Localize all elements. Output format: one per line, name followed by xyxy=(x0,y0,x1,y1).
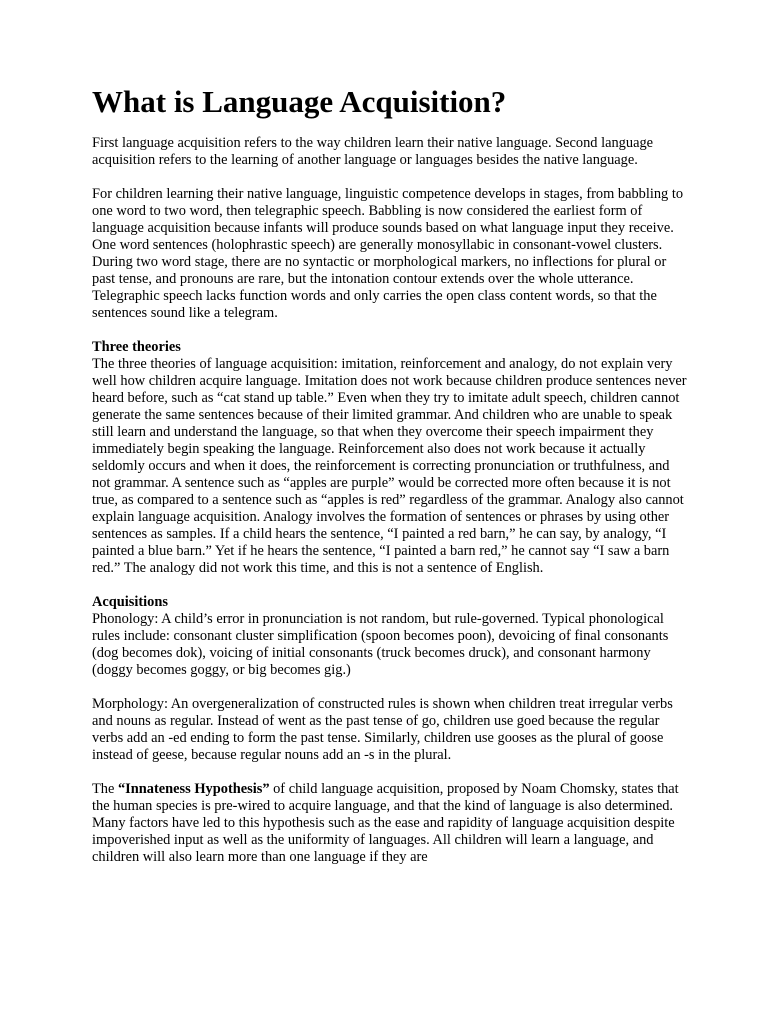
section-heading-acquisitions: Acquisitions xyxy=(92,594,168,610)
paragraph-morphology: Morphology: An overgeneralization of constructed rules is shown when children treat irregular verbs and nouns as regular. Instead of went as the past tense of go, children use goed because the regular verbs add an -ed ending to form the past tense. Similarly, children use gooses as the plural of goose instead of geese, because regular nouns add an -s in the plural. xyxy=(92,696,673,763)
innateness-prefix: The xyxy=(92,781,118,797)
innateness-term: “Innateness Hypothesis” xyxy=(117,781,270,797)
section-acquisitions xyxy=(92,594,688,679)
paragraph-intro: First language acquisition refers to the way children learn their native language. Second language acquisition refers to the learning of another language or languages besides the native language. xyxy=(92,135,654,168)
paragraph-phonology: Phonology: A child’s error in pronunciation is not random, but rule-governed. Typical phonological rules include: consonant cluster simplification (spoon becomes poon), devoicing of final consonants (dog becomes dok), voicing of initial consonants (truck becomes druck), and consonant harmony (doggy becomes goggy, or big becomes gig.) xyxy=(92,611,669,678)
paragraph-stages: For children learning their native language, linguistic competence develops in stages, from babbling to one word to two word, then telegraphic speech. Babbling is now considered the earliest form of language acquisition because infants will produce sounds based on what language input they receive. One word sentences (holophrastic speech) are generally monosyllabic in consonant-vowel clusters. During two word stage, there are no syntactic or morphological markers, no inflections for plural or past tense, and pronouns are rare, but the intonation contour extends over the whole utterance. Telegraphic speech lacks function words and only carries the open class content words, so that the sentences sound like a telegram. xyxy=(92,186,684,321)
section-three-theories xyxy=(92,339,688,577)
innateness-text: of child language acquisition, proposed by Noam Chomsky, states that the human species is pre-wired to acquire language, and that the kind of language is also determined. Many factors have led to this hypothesis such as the ease and rapidity of language acquisition despite impoverished input as well as the uniformity of languages. All children will learn a language, and children will also learn more than one language if they are xyxy=(92,781,679,865)
paragraph-innateness xyxy=(92,781,688,866)
section-heading-theories: Three theories xyxy=(92,339,181,355)
document-title: What is Language Acquisition? xyxy=(92,84,507,119)
paragraph-theories: The three theories of language acquisition: imitation, reinforcement and analogy, do not explain very well how children acquire language. Imitation does not work because children produce sentences never heard before, such as “cat stand up table.” Even when they try to imitate adult speech, children cannot generate the same sentences because of their limited grammar. And children who are unable to speak still learn and understand the language, so that when they overcome their speech impairment they immediately begin speaking the language. Reinforcement also does not work because it actually seldomly occurs and when it does, the reinforcement is correcting pronunciation or truthfulness, and not grammar. A sentence such as “apples are purple” would be corrected more often because it is not true, as compared to a sentence such as “apples is red” regardless of the grammar. Analogy also cannot explain language acquisition. Analogy involves the formation of sentences or phrases by using other sentences as samples. If a child hears the sentence, “I painted a red barn,” he can say, by analogy, “I painted a blue barn.” Yet if he hears the sentence, “I painted a barn red,” he cannot say “I saw a barn red.” The analogy did not work this time, and this is not a sentence of English. xyxy=(92,356,687,576)
